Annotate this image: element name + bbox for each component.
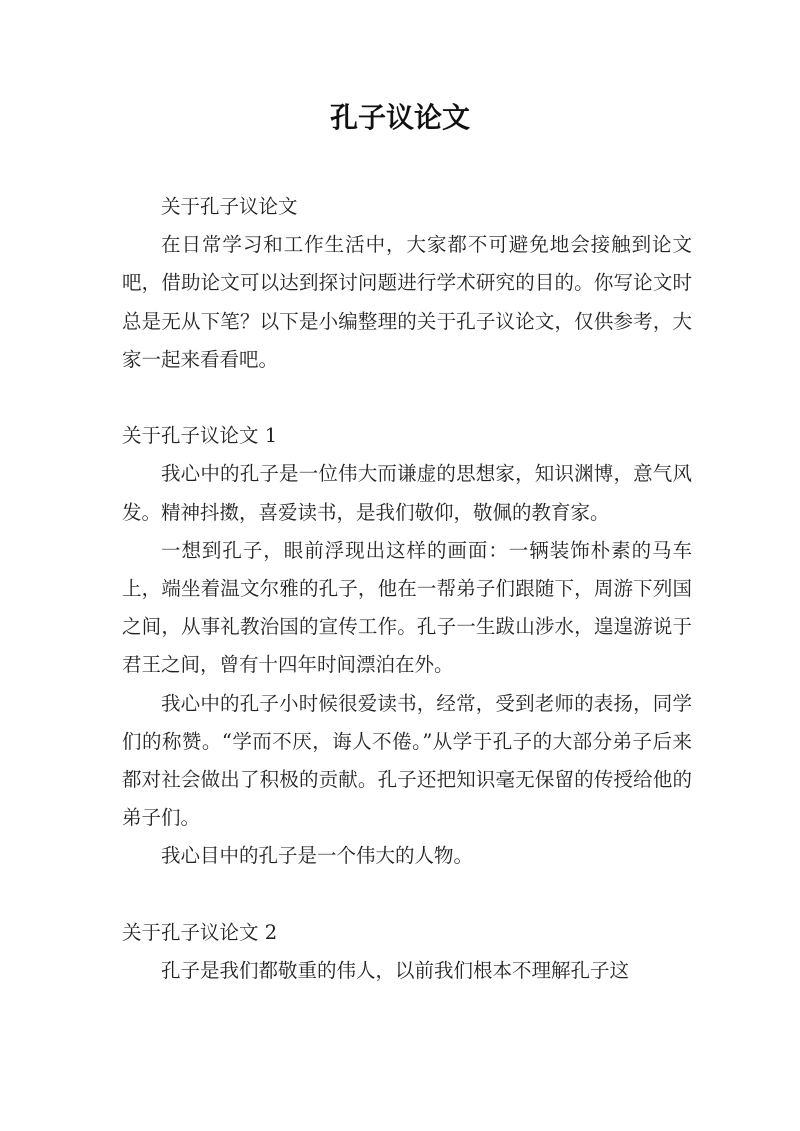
section-1-paragraph-3: 我心中的孔子小时候很爱读书，经常，受到老师的表扬，同学们的称赞。“学而不厌，诲人不倦。”从学于孔子的大部分弟子后来都对社会做出了积极的贡献。孔子还把知识毫无保留的传授给他的弟子们。: [122, 691, 692, 830]
section-heading-2: 关于孔子议论文 2: [122, 920, 278, 944]
section-heading-1: 关于孔子议论文 1: [122, 424, 278, 448]
paragraph-spacer: [122, 379, 692, 417]
document-title: 孔子议论文: [329, 101, 470, 134]
paragraph-spacer: [122, 876, 692, 914]
intro-paragraph: 在日常学习和工作生活中，大家都不可避免地会接触到论文吧，借助论文可以达到探讨问题进行学术研究的目的。你写论文时总是无从下笔？以下是小编整理的关于孔子议论文，仅供参考，大家一起来看看吧。: [122, 233, 692, 371]
intro-subtitle: 关于孔子议论文: [161, 195, 298, 218]
section-1-paragraph-2: 一想到孔子，眼前浮现出这样的画面：一辆装饰朴素的马车上，端坐着温文尔雅的孔子，他在一帮弟子们跟随下，周游下列国之间，从事礼教治国的宣传工作。孔子一生跋山涉水，遑遑游说于君王之间，曾有十四年时间漂泊在外。: [122, 538, 692, 677]
section-1-paragraph-1: 我心中的孔子是一位伟大而谦虚的思想家，知识渊博，意气风发。精神抖擞，喜爱读书，是我们敬仰，敬佩的教育家。: [122, 462, 692, 524]
section-2-paragraph-1: 孔子是我们都敬重的伟人，以前我们根本不理解孔子这: [161, 959, 630, 983]
section-1-paragraph-4: 我心目中的孔子是一个伟大的人物。: [161, 844, 474, 868]
document-body: [122, 188, 692, 990]
